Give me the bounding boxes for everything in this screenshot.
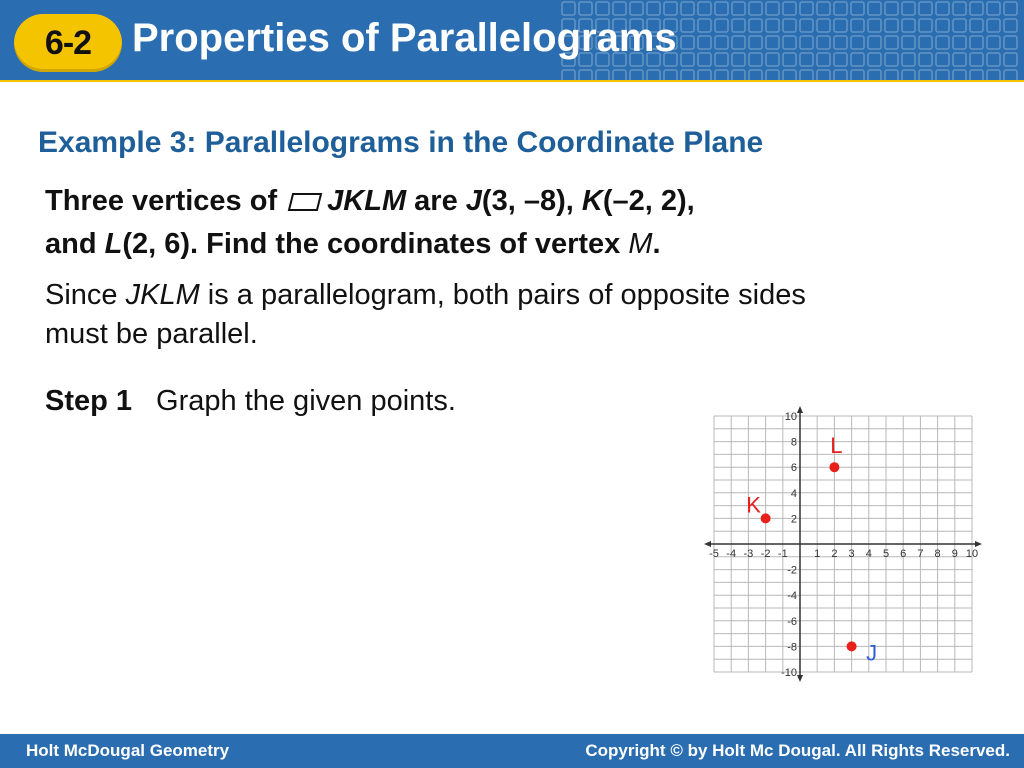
y-tick-label: 8	[790, 436, 797, 449]
x-tick-label: 5	[882, 548, 890, 560]
step-label: Step 1	[45, 385, 133, 417]
problem-text: Three vertices of	[45, 185, 286, 217]
y-axis-arrow-down	[797, 675, 803, 682]
x-tick-label: 1	[814, 548, 821, 560]
point-l	[829, 462, 839, 472]
lesson-badge	[14, 14, 122, 72]
y-tick-label: 6	[790, 462, 797, 475]
example-title: Example 3: Parallelograms in the Coordinate Plane	[38, 126, 764, 159]
x-tick-label: -5	[709, 548, 719, 560]
x-tick-label: -3	[743, 548, 754, 560]
lesson-number: 6-2	[44, 23, 92, 62]
problem-text: .	[652, 228, 661, 260]
explanation-text	[45, 276, 865, 354]
y-tick-label: -8	[787, 641, 797, 654]
figure-name: JKLM	[327, 185, 407, 217]
x-tick-label: 2	[831, 548, 838, 560]
point-label-l: L	[830, 433, 843, 459]
header-bar	[0, 0, 1024, 82]
x-tick-label: 3	[848, 548, 855, 560]
y-tick-label: -2	[787, 564, 797, 577]
header-stripe	[0, 80, 1024, 82]
page-title: Properties of Parallelograms	[132, 16, 677, 60]
vertex-k: K	[581, 185, 603, 217]
explanation-part: is a parallelogram, both pairs of opposite sides must be parallel.	[45, 279, 806, 350]
point-j	[847, 641, 857, 651]
x-tick-label: 7	[917, 548, 924, 560]
x-axis-arrow-left	[704, 541, 711, 547]
x-tick-label: 4	[865, 548, 872, 560]
parallelogram-symbol-icon	[287, 193, 323, 211]
explanation-part: Since	[45, 279, 126, 311]
x-tick-label: 10	[965, 548, 979, 560]
problem-text: are	[406, 185, 466, 217]
x-tick-label: 9	[951, 548, 958, 560]
x-tick-label: -4	[726, 548, 737, 560]
x-tick-label: 8	[934, 548, 941, 560]
y-tick-label: 2	[790, 513, 797, 526]
vertex-k-coordinates: (–2, 2),	[602, 185, 695, 217]
point-k	[761, 513, 771, 523]
point-label-j: J	[866, 640, 878, 666]
x-axis-arrow-right	[975, 541, 982, 547]
x-tick-label: 6	[900, 548, 907, 560]
vertex-j-coordinates: (3, –8),	[481, 185, 582, 217]
y-tick-label: 10	[784, 411, 797, 423]
vertex-m: M	[628, 228, 653, 260]
vertex-l-coordinates: (2, 6). Find the coordinates of vertex	[122, 228, 629, 260]
problem-text: and	[45, 228, 105, 260]
footer-publisher: Holt McDougal Geometry	[26, 741, 230, 760]
vertex-l: L	[104, 228, 123, 260]
y-tick-label: -10	[781, 667, 797, 679]
x-tick-label: -1	[777, 548, 788, 560]
footer-copyright: Copyright © by Holt Mc Dougal. All Rights Reserved.	[585, 741, 1010, 760]
x-tick-label: -2	[760, 548, 771, 560]
figure-name: JKLM	[125, 279, 200, 311]
step-text: Graph the given points.	[156, 385, 456, 417]
coordinate-plane	[700, 406, 990, 686]
step-1	[45, 385, 456, 418]
y-tick-label: -4	[787, 590, 797, 603]
y-axis-arrow-up	[797, 406, 803, 413]
footer-bar	[0, 734, 1024, 768]
problem-statement	[45, 180, 1005, 266]
y-tick-label: 4	[790, 487, 797, 500]
vertex-j: J	[465, 185, 482, 217]
point-label-k: K	[746, 492, 761, 518]
y-tick-label: -6	[787, 615, 797, 628]
